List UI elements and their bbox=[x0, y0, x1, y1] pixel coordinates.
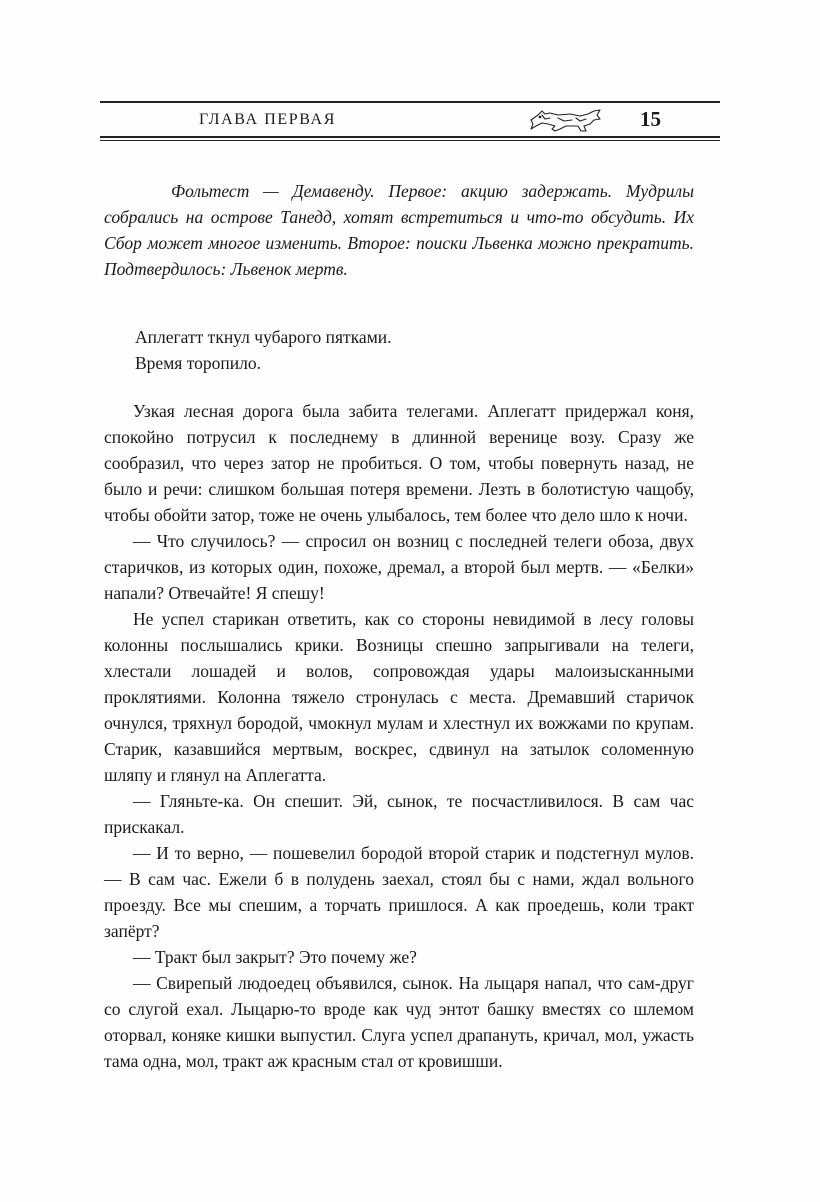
header-rule-top bbox=[100, 101, 720, 103]
paragraph: — Гляньте-ка. Он спешит. Эй, сынок, те посчастливилося. В сам час прискакал. bbox=[104, 791, 694, 837]
paragraph: — И то верно, — пошевелил бородой второй старик и подстегнул мулов. — В сам час. Ежели б в полудень заехал, стоял бы с нами, ждал вольного проезду. Все мы спешим, а торчать пришлося. А как проедешь, коли тракт запёрт? bbox=[104, 843, 694, 941]
italic-paragraph: Фольтест — Демавенду. Первое: акцию задержать. Мудрилы собрались на острове Танедд, хотят встретиться и что-то обсудить. Их Сбор может многое изменить. Второе: поиски Львенка можно прекратить. Подтвердилось: Львенок мертв. bbox=[104, 181, 694, 279]
short-paragraph: Аплегатт ткнул чубарого пятками. bbox=[135, 327, 392, 347]
italic-message bbox=[104, 178, 694, 282]
short-paragraph: Время торопило. bbox=[135, 353, 261, 373]
paragraph: — Что случилось? — спросил он возниц с последней телеги обоза, двух старичков, из которых один, похоже, дремал, а второй был мертв. — «Белки» напали? Отвечайте! Я спешу! bbox=[104, 531, 694, 603]
chapter-title: ГЛАВА ПЕРВАЯ bbox=[199, 111, 336, 128]
paragraph: — Свирепый людоедец объявился, сынок. На лыцаря напал, что сам-друг со слугой ехал. Лыцарю-то вроде как чуд энтот башку вместях со шлемом оторвал, коняке кишки выпустил. Слуга успел драпануть, кричал, мол, ужасть тама одна, мол, тракт аж красным стал от кровишши. bbox=[104, 973, 694, 1071]
header-rule-bottom-thin bbox=[100, 140, 720, 141]
header-rule-bottom bbox=[100, 136, 720, 138]
main-text bbox=[104, 398, 694, 1074]
page-number: 15 bbox=[640, 107, 661, 131]
short-paragraphs bbox=[104, 324, 694, 376]
running-header bbox=[100, 101, 720, 139]
paragraph: — Тракт был закрыт? Это почему же? bbox=[133, 947, 417, 967]
wolf-emblem-icon bbox=[528, 105, 604, 133]
paragraph: Узкая лесная дорога была забита телегами. Аплегатт придержал коня, спокойно потрусил к последнему в длинной веренице возу. Сразу же сообразил, что через затор не пробиться. О том, чтобы повернуть назад, не было и речи: слишком большая потеря времени. Лезть в болотистую чащобу, чтобы обойти затор, тоже не очень улыбалось, тем более что дело шло к ночи. bbox=[104, 401, 694, 525]
paragraph: Не успел старикан ответить, как со стороны невидимой в лесу головы колонны послышались крики. Возницы спешно запрыгивали на телеги, хлестали лошадей и волов, сопровождая удары малоизысканными проклятиями. Колонна тяжело стронулась с места. Дремавший старичок очнулся, тряхнул бородой, чмокнул мулам и хлестнул их вожжами по крупам. Старик, казавшийся мертвым, воскрес, сдвинул на затылок соломенную шляпу и глянул на Аплегатта. bbox=[104, 609, 694, 785]
